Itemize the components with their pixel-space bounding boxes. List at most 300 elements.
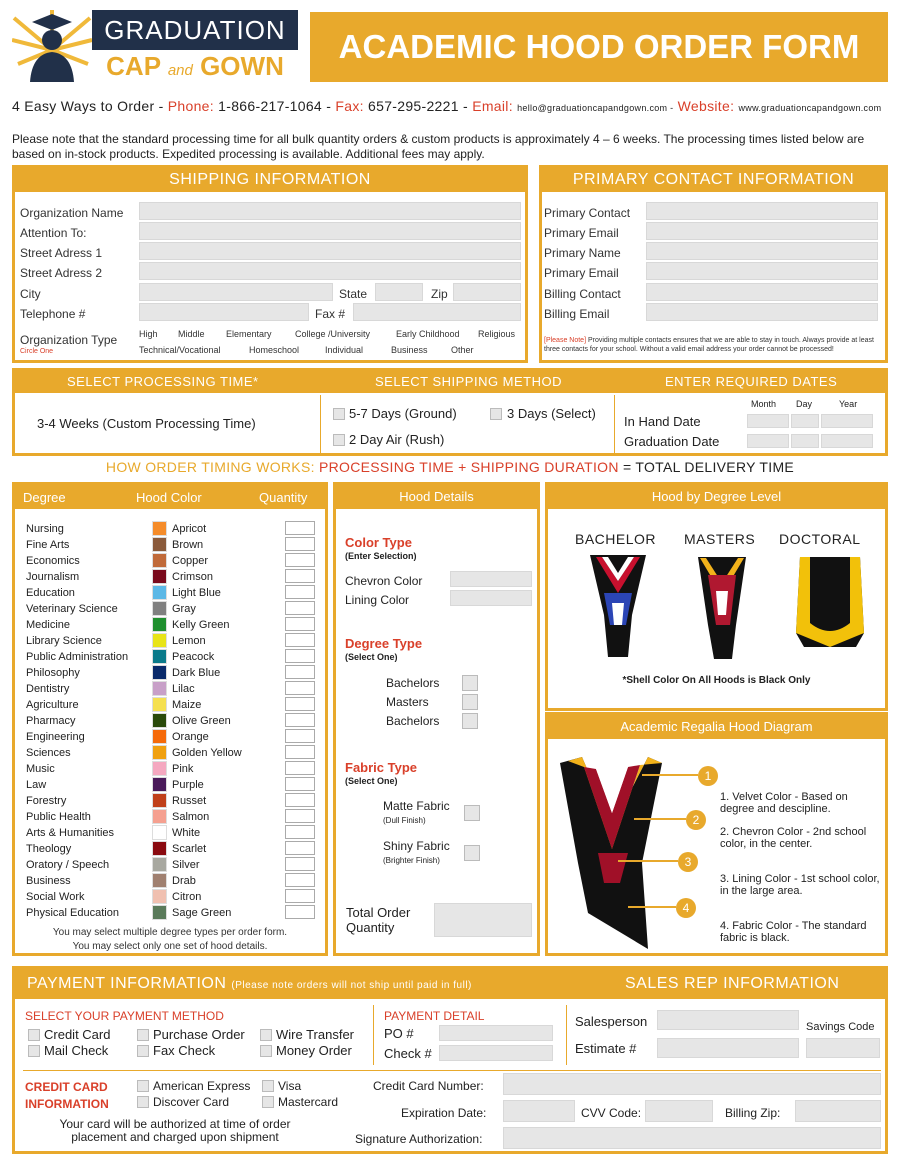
- degree-checkbox[interactable]: [462, 713, 478, 729]
- savings-label: Savings Code: [806, 1021, 875, 1033]
- color-name: Scarlet: [172, 843, 207, 855]
- degree-name: Dentistry: [26, 683, 70, 695]
- processing-time-value: 3-4 Weeks (Custom Processing Time): [37, 416, 256, 431]
- shiny-label: Shiny Fabric: [383, 839, 450, 853]
- degree-name: Pharmacy: [26, 715, 76, 727]
- color-swatch: [152, 649, 167, 664]
- degree-foot1: You may select multiple degree types per order form.: [52, 927, 288, 938]
- color-swatch: [152, 793, 167, 808]
- degree-row: [15, 537, 325, 553]
- city-field[interactable]: [139, 283, 333, 301]
- degree-name: Public Administration: [26, 651, 129, 663]
- orgtype-option[interactable]: Early Childhood: [396, 329, 460, 339]
- ccn-field[interactable]: [503, 1073, 881, 1095]
- matte-label: Matte Fabric: [383, 799, 450, 813]
- quantity-field[interactable]: [285, 521, 315, 535]
- purchase-order-label: Purchase Order: [153, 1027, 245, 1042]
- po-label: PO #: [384, 1026, 414, 1041]
- color-name: Russet: [172, 795, 207, 807]
- grad-month-field[interactable]: [747, 434, 789, 448]
- color-name: Kelly Green: [172, 619, 230, 631]
- contact-label: Primary Name: [544, 246, 621, 260]
- color-name: Sage Green: [172, 907, 232, 919]
- processing-title: SELECT PROCESSING TIME*: [67, 374, 259, 389]
- color-name: Drab: [172, 875, 196, 887]
- grad-year-field[interactable]: [821, 434, 873, 448]
- contact-label: Billing Email: [544, 307, 610, 321]
- mastercard-checkbox[interactable]: [262, 1096, 274, 1108]
- year-label: Year: [839, 399, 858, 409]
- degree-row: [15, 649, 325, 665]
- degree-row: [15, 841, 325, 857]
- matte-checkbox[interactable]: [464, 805, 480, 821]
- zip-label: Zip: [431, 287, 448, 301]
- degree-row: [15, 889, 325, 905]
- doctoral-label: DOCTORAL: [779, 531, 861, 547]
- quantity-field[interactable]: [285, 761, 315, 775]
- degree-name: Library Science: [26, 635, 102, 647]
- degree-option: Bachelors: [386, 676, 440, 690]
- color-swatch: [152, 761, 167, 776]
- state-label: State: [339, 287, 368, 301]
- credit-card-label: Credit Card: [44, 1027, 111, 1042]
- street1-label: Street Adress 1: [20, 246, 103, 260]
- degree-name: Nursing: [26, 523, 64, 535]
- diagram-text-3: 3. Lining Color - 1st school color, in the large area.: [720, 873, 880, 897]
- visa-checkbox[interactable]: [262, 1080, 274, 1092]
- bachelor-hood-icon: [588, 553, 648, 657]
- orgtype-option[interactable]: Middle: [178, 329, 205, 339]
- color-name: Citron: [172, 891, 202, 903]
- matte-sub: (Dull Finish): [383, 816, 426, 825]
- orgtype-option[interactable]: Religious: [478, 329, 516, 339]
- ground-checkbox[interactable]: [333, 408, 345, 420]
- rush-label: 2 Day Air (Rush): [349, 432, 445, 447]
- degree-name: Social Work: [26, 891, 85, 903]
- color-name: White: [172, 827, 201, 839]
- orgtype-option[interactable]: High: [139, 329, 158, 339]
- wire-transfer-label: Wire Transfer: [276, 1027, 355, 1042]
- state-field[interactable]: [375, 283, 423, 301]
- tel-label: Telephone #: [20, 307, 86, 321]
- purchase-order-checkbox[interactable]: [137, 1029, 149, 1041]
- shipping-method-title: SELECT SHIPPING METHOD: [375, 374, 563, 389]
- lining-field[interactable]: [450, 590, 532, 606]
- fabric-type-sub: (Select One): [345, 776, 398, 786]
- color-swatch: [152, 841, 167, 856]
- degree-name: Public Health: [26, 811, 91, 823]
- graddate-label: Graduation Date: [624, 434, 720, 449]
- contact-field[interactable]: [646, 242, 878, 260]
- chevron-field[interactable]: [450, 571, 532, 587]
- street2-field[interactable]: [139, 262, 521, 280]
- orgtype-option[interactable]: Technical/Vocational: [139, 345, 221, 355]
- degree-header: Degree: [23, 490, 66, 505]
- quantity-field[interactable]: [285, 809, 315, 823]
- color-swatch: [152, 857, 167, 872]
- street1-field[interactable]: [139, 242, 521, 260]
- degree-row: [15, 553, 325, 569]
- billing-zip-field[interactable]: [795, 1100, 881, 1122]
- color-swatch: [152, 873, 167, 888]
- contact-field[interactable]: [646, 222, 878, 240]
- graduate-logo-icon: [12, 10, 94, 82]
- total-label-1: Total Order: [346, 905, 411, 920]
- degree-name: Arts & Humanities: [26, 827, 115, 839]
- color-swatch: [152, 745, 167, 760]
- ccn-label: Credit Card Number:: [373, 1079, 484, 1093]
- quantity-field[interactable]: [285, 841, 315, 855]
- payment-section: [12, 966, 888, 1154]
- degree-name: Agriculture: [26, 699, 79, 711]
- color-name: Orange: [172, 731, 209, 743]
- quantity-field[interactable]: [285, 873, 315, 887]
- po-field[interactable]: [439, 1025, 553, 1041]
- contact-label: Primary Contact: [544, 206, 631, 220]
- degree-row: [15, 729, 325, 745]
- qty-header: Quantity: [259, 490, 308, 505]
- color-name: Peacock: [172, 651, 215, 663]
- color-name: Gray: [172, 603, 196, 615]
- salesperson-field[interactable]: [657, 1010, 799, 1030]
- orgtype-label: Organization Type: [20, 333, 118, 347]
- degree-name: Fine Arts: [26, 539, 70, 551]
- hood-degree-section: [545, 482, 888, 711]
- degree-rows: [15, 521, 325, 921]
- tel-field[interactable]: [139, 303, 309, 321]
- contact-label: Primary Email: [544, 226, 619, 240]
- color-name: Purple: [172, 779, 204, 791]
- degree-row: [15, 521, 325, 537]
- fax-check-label: Fax Check: [153, 1043, 216, 1058]
- degree-row: [15, 825, 325, 841]
- degree-name: Oratory / Speech: [26, 859, 110, 871]
- shiny-checkbox[interactable]: [464, 845, 480, 861]
- estimate-field[interactable]: [657, 1038, 799, 1058]
- payment-method-label: SELECT YOUR PAYMENT METHOD: [25, 1009, 224, 1023]
- degree-row: [15, 601, 325, 617]
- attn-label: Attention To:: [20, 226, 87, 240]
- color-name: Silver: [172, 859, 200, 871]
- orgtype-option[interactable]: Business: [391, 345, 428, 355]
- degree-name: Law: [26, 779, 47, 791]
- logo-line1: GRADUATION: [92, 10, 298, 50]
- degree-name: Medicine: [26, 619, 71, 631]
- color-swatch: [152, 553, 167, 568]
- select-checkbox[interactable]: [490, 408, 502, 420]
- color-name: Crimson: [172, 571, 213, 583]
- cvv-label: CVV Code:: [581, 1106, 642, 1120]
- signature-label: Signature Authorization:: [355, 1132, 483, 1146]
- inhand-month-field[interactable]: [747, 414, 789, 428]
- quantity-field[interactable]: [285, 825, 315, 839]
- fax-label: Fax #: [315, 307, 346, 321]
- quantity-field[interactable]: [285, 633, 315, 647]
- degree-option: Bachelors: [386, 714, 440, 728]
- degree-checkbox[interactable]: [462, 694, 478, 710]
- page-title: ACADEMIC HOOD ORDER FORM: [310, 12, 888, 82]
- billing-zip-label: Billing Zip:: [725, 1106, 781, 1120]
- degree-row: [15, 873, 325, 889]
- color-swatch: [152, 633, 167, 648]
- signature-field[interactable]: [503, 1127, 881, 1149]
- degree-name: Sciences: [26, 747, 71, 759]
- quantity-field[interactable]: [285, 697, 315, 711]
- diagram-text-1: 1. Velvet Color - Based on degree and descipline.: [720, 791, 848, 815]
- quantity-field[interactable]: [285, 905, 315, 919]
- degree-row: [15, 585, 325, 601]
- estimate-label: Estimate #: [575, 1041, 637, 1056]
- expiration-field[interactable]: [503, 1100, 575, 1122]
- degree-row: [15, 905, 325, 921]
- degree-name: Forestry: [26, 795, 67, 807]
- color-name: Lemon: [172, 635, 206, 647]
- color-swatch: [152, 521, 167, 536]
- payment-detail-label: PAYMENT DETAIL: [384, 1009, 485, 1023]
- quantity-field[interactable]: [285, 857, 315, 871]
- bachelor-label: BACHELOR: [575, 531, 657, 547]
- color-name: Lilac: [172, 683, 195, 695]
- quantity-field[interactable]: [285, 777, 315, 791]
- color-header: Hood Color: [136, 490, 202, 505]
- contact-section: [539, 165, 888, 363]
- degree-name: Philosophy: [26, 667, 80, 679]
- orgtype-option[interactable]: Elementary: [226, 329, 272, 339]
- degree-row: [15, 681, 325, 697]
- degree-checkbox[interactable]: [462, 675, 478, 691]
- degree-row: [15, 617, 325, 633]
- cc-label-1: CREDIT CARD: [25, 1080, 108, 1094]
- cc-label-2: INFORMATION: [25, 1097, 109, 1111]
- color-name: Maize: [172, 699, 202, 711]
- orgtype-option[interactable]: College /University: [295, 329, 371, 339]
- quantity-field[interactable]: [285, 601, 315, 615]
- degree-row: [15, 745, 325, 761]
- day-label: Day: [796, 399, 813, 409]
- degree-section: [12, 482, 328, 956]
- amex-label: American Express: [153, 1079, 251, 1093]
- money-order-checkbox[interactable]: [260, 1045, 272, 1057]
- cvv-field[interactable]: [645, 1100, 713, 1122]
- color-swatch: [152, 697, 167, 712]
- diagram-callout: 3: [678, 852, 698, 872]
- fax-check-checkbox[interactable]: [137, 1045, 149, 1057]
- grad-day-field[interactable]: [791, 434, 819, 448]
- degree-row: [15, 713, 325, 729]
- order-ways: 4 Easy Ways to Order - Phone: 1-866-217-1064 - Fax: 657-295-2221 - Email: hello@graduationcapandgown.com - Website: www.graduationcapandgown.com: [12, 98, 882, 114]
- quantity-field[interactable]: [285, 553, 315, 567]
- select-label: 3 Days (Select): [507, 406, 596, 421]
- degree-name: Education: [26, 587, 75, 599]
- quantity-field[interactable]: [285, 537, 315, 551]
- circle-one-label: Circle One: [20, 348, 54, 355]
- discover-checkbox[interactable]: [137, 1096, 149, 1108]
- degree-name: Economics: [26, 555, 80, 567]
- quantity-field[interactable]: [285, 889, 315, 903]
- amex-checkbox[interactable]: [137, 1080, 149, 1092]
- color-name: Pink: [172, 763, 194, 775]
- color-swatch: [152, 905, 167, 920]
- degree-type-label: Degree Type: [345, 636, 423, 651]
- savings-field[interactable]: [806, 1038, 880, 1058]
- degree-row: [15, 633, 325, 649]
- contact-field[interactable]: [646, 303, 878, 321]
- sales-rep-title: SALES REP INFORMATION: [625, 975, 840, 992]
- color-swatch: [152, 601, 167, 616]
- contact-field[interactable]: [646, 262, 878, 280]
- notice-text: Please note that the standard processing time for all bulk quantity orders & custom products is approximately 4 – 6 weeks. The processing times listed below are based on in-stock products. Expedited processing is available. Additional fees may apply.: [12, 132, 865, 161]
- color-swatch: [152, 665, 167, 680]
- diagram-callout: 1: [698, 766, 718, 786]
- chevron-label: Chevron Color: [345, 574, 423, 588]
- hood-details-section: [333, 482, 540, 956]
- zip-field[interactable]: [453, 283, 521, 301]
- org-label: Organization Name: [20, 206, 124, 220]
- shell-note: *Shell Color On All Hoods is Black Only: [622, 675, 811, 686]
- credit-card-checkbox[interactable]: [28, 1029, 40, 1041]
- visa-label: Visa: [278, 1079, 302, 1093]
- total-label-2: Quantity: [346, 920, 395, 935]
- color-name: Olive Green: [172, 715, 231, 727]
- color-name: Light Blue: [172, 587, 221, 599]
- diagram-callout: 4: [676, 898, 696, 918]
- degree-row: [15, 809, 325, 825]
- contact-label: Primary Email: [544, 266, 619, 280]
- orgtype-option[interactable]: Individual: [325, 345, 364, 355]
- ground-label: 5-7 Days (Ground): [349, 406, 457, 421]
- contact-field[interactable]: [646, 283, 878, 301]
- fax-field[interactable]: [353, 303, 521, 321]
- color-swatch: [152, 617, 167, 632]
- quantity-field[interactable]: [285, 585, 315, 599]
- color-type-label: Color Type: [345, 535, 412, 550]
- orgtype-option[interactable]: Homeschool: [249, 345, 300, 355]
- quantity-field[interactable]: [285, 665, 315, 679]
- attn-field[interactable]: [139, 222, 521, 240]
- inhand-label: In Hand Date: [624, 414, 701, 429]
- masters-label: MASTERS: [684, 531, 756, 547]
- degree-name: Journalism: [26, 571, 80, 583]
- color-name: Golden Yellow: [172, 747, 242, 759]
- degree-type-sub: (Select One): [345, 652, 398, 662]
- expiration-label: Expiration Date:: [401, 1106, 487, 1120]
- color-swatch: [152, 585, 167, 600]
- wire-transfer-checkbox[interactable]: [260, 1029, 272, 1041]
- color-swatch: [152, 729, 167, 744]
- degree-row: [15, 665, 325, 681]
- logo-line2: CAP and GOWN: [106, 51, 284, 81]
- degree-name: Business: [26, 875, 71, 887]
- payment-title: PAYMENT INFORMATION (Please note orders will not ship until paid in full): [27, 975, 472, 992]
- degree-row: [15, 697, 325, 713]
- lining-label: Lining Color: [345, 593, 410, 607]
- shipping-title: SHIPPING INFORMATION: [15, 168, 525, 192]
- inhand-year-field[interactable]: [821, 414, 873, 428]
- quantity-field[interactable]: [285, 617, 315, 631]
- mail-check-checkbox[interactable]: [28, 1045, 40, 1057]
- diagram-callout: 2: [686, 810, 706, 830]
- degree-row: [15, 777, 325, 793]
- details-title: Hood Details: [336, 485, 537, 509]
- degree-option: Masters: [386, 695, 429, 709]
- color-swatch: [152, 569, 167, 584]
- quantity-field[interactable]: [285, 793, 315, 807]
- diagram-section: [545, 712, 888, 956]
- quantity-field[interactable]: [285, 649, 315, 663]
- diagram-text-2: 2. Chevron Color - 2nd school color, in the center.: [720, 826, 867, 850]
- auth-note: Your card will be authorized at time of order placement and charged upon shipment: [59, 1117, 291, 1144]
- shipping-section: [12, 165, 528, 363]
- color-swatch: [152, 825, 167, 840]
- degree-name: Physical Education: [26, 907, 119, 919]
- color-swatch: [152, 777, 167, 792]
- degree-row: [15, 569, 325, 585]
- month-label: Month: [751, 399, 777, 409]
- check-label: Check #: [384, 1046, 432, 1061]
- inhand-day-field[interactable]: [791, 414, 819, 428]
- degree-row: [15, 793, 325, 809]
- color-name: Salmon: [172, 811, 210, 823]
- mastercard-label: Mastercard: [278, 1095, 339, 1109]
- color-name: Apricot: [172, 523, 207, 535]
- quantity-field[interactable]: [285, 681, 315, 695]
- color-name: Brown: [172, 539, 204, 551]
- color-swatch: [152, 809, 167, 824]
- contact-field[interactable]: [646, 202, 878, 220]
- city-label: City: [20, 287, 41, 301]
- degree-foot2: You may select only one set of hood details.: [72, 941, 268, 952]
- fabric-type-label: Fabric Type: [345, 760, 418, 775]
- discover-label: Discover Card: [153, 1095, 230, 1109]
- diagram-text-4: 4. Fabric Color - The standard fabric is black.: [720, 920, 867, 944]
- doctoral-hood-icon: [794, 553, 866, 649]
- degree-name: Music: [26, 763, 55, 775]
- mail-check-label: Mail Check: [44, 1043, 109, 1058]
- quantity-field[interactable]: [285, 569, 315, 583]
- total-quantity-field[interactable]: [434, 903, 532, 937]
- degree-name: Veterinary Science: [26, 603, 118, 615]
- masters-hood-icon: [696, 555, 748, 659]
- degree-name: Engineering: [26, 731, 85, 743]
- rush-checkbox[interactable]: [333, 434, 345, 446]
- shiny-sub: (Brighter Finish): [383, 856, 440, 865]
- color-swatch: [152, 713, 167, 728]
- logo: [12, 10, 298, 82]
- quantity-field[interactable]: [285, 713, 315, 727]
- degree-row: [15, 761, 325, 777]
- street2-label: Street Adress 2: [20, 266, 103, 280]
- orgtype-option[interactable]: Other: [451, 345, 474, 355]
- contact-label: Billing Contact: [544, 287, 621, 301]
- check-field[interactable]: [439, 1045, 553, 1061]
- org-field[interactable]: [139, 202, 521, 220]
- contact-title: PRIMARY CONTACT INFORMATION: [542, 168, 885, 192]
- salesperson-label: Salesperson: [575, 1014, 648, 1029]
- color-swatch: [152, 889, 167, 904]
- degree-name: Theology: [26, 843, 72, 855]
- quantity-field[interactable]: [285, 745, 315, 759]
- color-type-sub: (Enter Selection): [345, 551, 417, 561]
- color-name: Copper: [172, 555, 209, 567]
- money-order-label: Money Order: [276, 1043, 352, 1058]
- hood-degree-title: Hood by Degree Level: [548, 485, 885, 509]
- color-swatch: [152, 681, 167, 696]
- quantity-field[interactable]: [285, 729, 315, 743]
- timing-line: HOW ORDER TIMING WORKS: PROCESSING TIME + SHIPPING DURATION = TOTAL DELIVERY TIME: [105, 459, 795, 475]
- dates-title: ENTER REQUIRED DATES: [665, 374, 838, 389]
- processing-section: [12, 368, 888, 456]
- color-swatch: [152, 537, 167, 552]
